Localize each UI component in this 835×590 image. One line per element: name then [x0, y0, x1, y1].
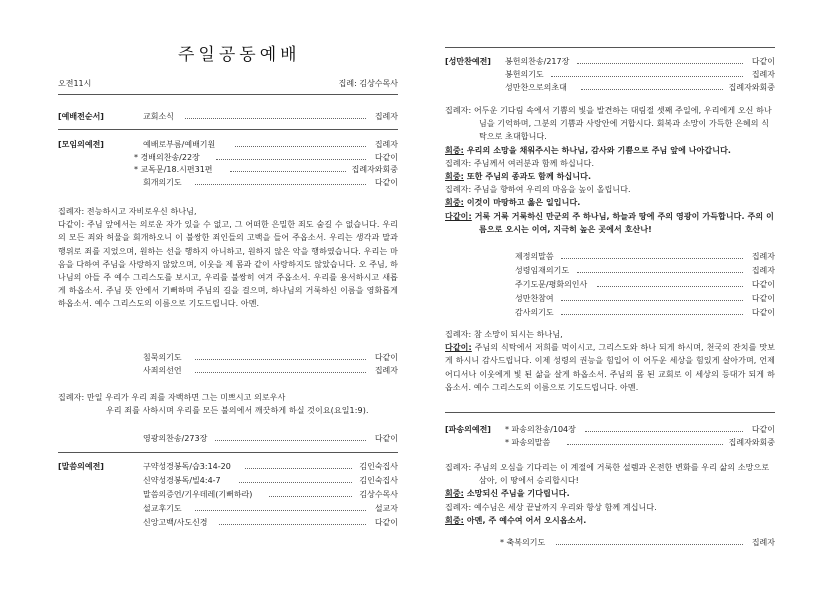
- order-row: [143, 433, 398, 444]
- dialogue-line: [445, 157, 775, 170]
- order-item: 감사의기도: [515, 308, 554, 317]
- page-title: 주일공동예배: [178, 45, 301, 65]
- order-row: [515, 293, 775, 304]
- speaker-label: 집례자:: [445, 106, 472, 115]
- order-item: 교회소식: [143, 112, 174, 121]
- dialogue-text: 주님의 오심을 기다리는 이 계절에 거룩한 설렘과 온전한 변화를 우리 삶의 소망으로 삼아, 이 땅에서 승리합시다!: [473, 463, 770, 486]
- leader-dots: [556, 537, 743, 545]
- confession-prayer: [58, 205, 398, 311]
- order-row: [143, 503, 398, 514]
- speaker-label: 회중:: [445, 172, 464, 182]
- prayer-line: [445, 328, 775, 341]
- dialogue-line: [445, 196, 775, 209]
- order-row: [143, 461, 398, 472]
- order-leader: 다같이: [374, 353, 398, 362]
- order-item: * 축복의기도: [500, 538, 546, 547]
- order-leader: 집례자와회중: [351, 165, 398, 174]
- order-row: [515, 265, 775, 276]
- order-item: 신약성경봉독/빌4:4-7: [143, 476, 221, 485]
- right-column: [445, 0, 775, 590]
- section-label-sending: [파송의예전]: [445, 425, 491, 434]
- dialogue-text: 주님을 향하여 우리의 마음을 높이 올립니다.: [473, 185, 631, 195]
- order-row: [505, 437, 775, 448]
- order-row: [143, 139, 398, 150]
- dialogue-text: 우리의 소망을 채워주시는 하나님, 감사와 기쁨으로 주님 앞에 나아갑니다.: [466, 145, 732, 155]
- order-leader: 다같이: [751, 294, 775, 303]
- leader-dots: [195, 177, 366, 185]
- order-row: [505, 82, 775, 93]
- communion-dialogue: [445, 104, 775, 236]
- order-item: 침묵의기도: [143, 353, 182, 362]
- order-row: [143, 352, 398, 363]
- order-item: 성만찬참여: [515, 294, 554, 303]
- leader-dots: [551, 69, 743, 77]
- dialogue-text: 또한 주님의 종과도 함께 하십니다.: [466, 172, 592, 182]
- order-row: [500, 537, 775, 548]
- order-item: 봉헌의기도: [505, 70, 544, 79]
- leader-dots: [239, 475, 352, 483]
- section-label-pre: [예배전순서]: [58, 112, 104, 121]
- leader-dots: [230, 164, 346, 172]
- leader-dots: [581, 82, 723, 90]
- dialogue-line: [445, 170, 775, 183]
- left-column: [58, 0, 398, 590]
- order-item: 제정의말씀: [515, 252, 554, 261]
- order-item: * 경배의찬송/22장: [134, 153, 200, 162]
- leader-dots: [577, 265, 743, 273]
- dialogue-text: 주님께서 여러분과 함께 하십니다.: [473, 158, 595, 168]
- dialogue-line: [445, 104, 775, 144]
- order-row: [134, 164, 398, 175]
- dialogue-line: [445, 461, 775, 487]
- order-item: * 파송의말씀: [505, 438, 551, 447]
- order-item: 주기도문/평화의인사: [515, 280, 588, 289]
- dialogue-text: 아멘, 주 예수여 어서 오시옵소서.: [466, 515, 587, 525]
- order-row: [143, 177, 398, 188]
- leader-dots: [561, 307, 743, 315]
- order-row: [515, 279, 775, 290]
- leader-dots: [597, 279, 743, 287]
- speaker-label: 회중:: [445, 145, 464, 155]
- order-item: 영광의찬송/273장: [143, 434, 208, 443]
- speaker-label: 회중:: [445, 198, 464, 208]
- order-leader: 다같이: [374, 434, 398, 443]
- order-leader: 김상수목사: [359, 490, 398, 499]
- speaker-label: 집례자:: [445, 330, 472, 339]
- divider: [58, 94, 398, 95]
- confession-line: 집례자: 전능하시고 자비로우신 하나님,: [58, 207, 197, 216]
- leader-dots: [245, 461, 352, 469]
- speaker-label: 집례자:: [445, 502, 472, 512]
- order-item: 설교후기도: [143, 504, 182, 513]
- leader-dots: [269, 489, 352, 497]
- order-leader: 집례자: [751, 70, 775, 79]
- absolution: [58, 391, 398, 417]
- order-leader: 김인숙집사: [359, 462, 398, 471]
- order-leader: 집례자: [751, 252, 775, 261]
- divider: [58, 452, 398, 453]
- leader-dots: [215, 433, 366, 441]
- order-row: [143, 517, 398, 528]
- dialogue-text: 소망되신 주님을 기다립니다.: [466, 489, 570, 499]
- leader-dots: [561, 251, 743, 259]
- section-label-word: [말씀의예전]: [58, 462, 104, 471]
- speaker-label: 회중:: [445, 515, 464, 525]
- order-item: 사죄의선언: [143, 366, 182, 375]
- dialogue-text: 예수님은 세상 끝날까지 우리와 항상 함께 계십니다.: [473, 502, 657, 512]
- speaker-label: 다같이:: [445, 343, 472, 353]
- dialogue-line: [445, 183, 775, 196]
- dialogue-line: [445, 501, 775, 514]
- order-leader: 집례자: [751, 266, 775, 275]
- order-item: 구약성경봉독/습3:14-20: [143, 462, 231, 471]
- leader-dots: [216, 152, 366, 160]
- order-leader: 다같이: [374, 153, 398, 162]
- speaker-label: 다같이:: [445, 211, 472, 221]
- order-item: 봉헌의찬송/217장: [505, 57, 570, 66]
- speaker-label: 회중:: [445, 489, 464, 499]
- leader-dots: [585, 424, 743, 432]
- divider: [58, 129, 398, 130]
- order-leader: 설교자: [374, 504, 398, 513]
- dialogue-text: 어두운 기다림 속에서 기쁨의 빛을 발견하는 대림절 셋째 주일에, 우리에게 오신 하나님을 기억하며, 그분의 기쁨과 사랑안에 거합시다. 회복과 소망이 가득한 은혜의 식탁으로 초대합니다.: [473, 106, 772, 142]
- leader-dots: [561, 293, 743, 301]
- leader-dots: [195, 365, 366, 373]
- sending-dialogue: [445, 461, 775, 527]
- order-item: 말씀의증언/기우데레(기뻐하라): [143, 490, 253, 499]
- order-item: 신앙고백/사도신경: [143, 518, 208, 527]
- speaker-label: 집례자:: [445, 158, 472, 168]
- order-item: * 파송의찬송/104장: [505, 425, 576, 434]
- order-item: 예배로부름/예배기원: [143, 140, 216, 149]
- thanksgiving-prayer: [445, 328, 775, 394]
- order-item: 성령임재의기도: [515, 266, 570, 275]
- absolution-line: 우리 죄를 사하시며 우리를 모든 불의에서 깨끗하게 하실 것이요(요일1:9).: [106, 406, 369, 416]
- leader-dots: [195, 503, 366, 511]
- order-leader: 집례자와회중: [728, 83, 775, 92]
- order-row: [143, 111, 398, 122]
- prayer-line: [445, 341, 775, 394]
- order-leader: 김인숙집사: [359, 476, 398, 485]
- divider: [445, 412, 775, 413]
- order-item: * 교독문/18.시편31편: [134, 165, 213, 174]
- dialogue-line: [445, 210, 775, 236]
- confession-line: 다같이: 주님 앞에서는 의로운 자가 있을 수 없고, 그 어떠한 은밀한 죄도 숨길 수 없습니다. 우리의 모든 죄와 허물을 회개하오니 이 불쌍한 죄인들의 고백을 들어 주옵소서. 우리는 생각과 말과 행위로 죄를 지었으며, 원하는 선을 행하지 아니하고, 원하지 않은 악을 행하였습니다. 우리는 마음을 다하여 주님을 사랑하지 않았으며, 이웃을 제 몸과 같이 사랑하지도 않았습니다. 오 주님, 하나님의 아들 주 예수 그리스도를 보시고, 우리를 불쌍히 여겨 주옵소서. 우리를 용서하시고 새롭게 하옵소서. 주님 뜻 안에서 기뻐하며 주님의 길을 걸으며, 하나님의 거룩하신 이름을 영화롭게 하옵소서. 예수 그리스도의 이름으로 기도드립니다. 아멘.: [58, 220, 398, 309]
- leader-dots: [195, 352, 366, 360]
- leader-dots: [567, 437, 723, 445]
- order-leader: 다같이: [374, 178, 398, 187]
- prayer-text: 참 소망이 되시는 하나님,: [473, 330, 563, 339]
- order-leader: 집례자: [374, 140, 398, 149]
- speaker-label: 집례자:: [445, 463, 472, 472]
- order-leader: 다같이: [751, 425, 775, 434]
- dialogue-line: [445, 144, 775, 157]
- order-leader: 집례자: [374, 112, 398, 121]
- leader-dots: [235, 139, 366, 147]
- order-row: [505, 69, 775, 80]
- section-label-eucharist: [성만찬예전]: [445, 57, 491, 66]
- order-row: [143, 489, 398, 500]
- speaker-label: 집례자:: [445, 185, 472, 195]
- presider-label: 집례: 김상수목사: [338, 79, 398, 88]
- order-row: [515, 307, 775, 318]
- order-leader: 다같이: [374, 518, 398, 527]
- order-leader: 다같이: [751, 308, 775, 317]
- order-row: [505, 56, 775, 67]
- leader-dots: [185, 111, 366, 119]
- order-item: 회개의기도: [143, 178, 182, 187]
- dialogue-text: 이것이 마땅하고 옳은 일입니다.: [466, 198, 581, 208]
- prayer-text: 주님의 식탁에서 저희를 먹이시고, 그리스도와 하나 되게 하시며, 천국의 잔치를 맛보게 하시니 감사드립니다. 이제 성령의 권능을 힘입어 이 어두운 세상을 힘있게 살아가며, 언제 어디서나 이웃에게 빛 된 삶을 살게 하옵소서. 주님의 몸 된 교회로 이 세상의 등대가 되게 하옵소서. 예수 그리스도의 이름으로 기도드립니다. 아멘.: [445, 343, 775, 392]
- service-time: 오전11시: [58, 79, 92, 88]
- order-leader: 다같이: [751, 57, 775, 66]
- dialogue-text: 거룩 거룩 거룩하신 만군의 주 하나님, 하늘과 땅에 주의 영광이 가득합니다. 주의 이름으로 오시는 이여, 지극히 높은 곳에서 호산나!: [474, 211, 774, 234]
- divider: [445, 47, 775, 48]
- section-label-gathering: [모임의예전]: [58, 140, 104, 149]
- order-row: [515, 251, 775, 262]
- order-row: [134, 152, 398, 163]
- order-row: [143, 365, 398, 376]
- order-leader: 다같이: [751, 280, 775, 289]
- order-row: [143, 475, 398, 486]
- dialogue-line: [445, 514, 775, 527]
- order-leader: 집례자: [751, 538, 775, 547]
- leader-dots: [219, 517, 366, 525]
- absolution-line: 집례자: 만일 우리가 우리 죄를 자백하면 그는 미쁘시고 의로우사: [58, 393, 286, 402]
- order-leader: 집례자와회중: [728, 438, 775, 447]
- leader-dots: [577, 56, 743, 64]
- order-leader: 집례자: [374, 366, 398, 375]
- order-row: [505, 424, 775, 435]
- dialogue-line: [445, 487, 775, 500]
- order-item: 성만찬으로의초대: [505, 83, 567, 92]
